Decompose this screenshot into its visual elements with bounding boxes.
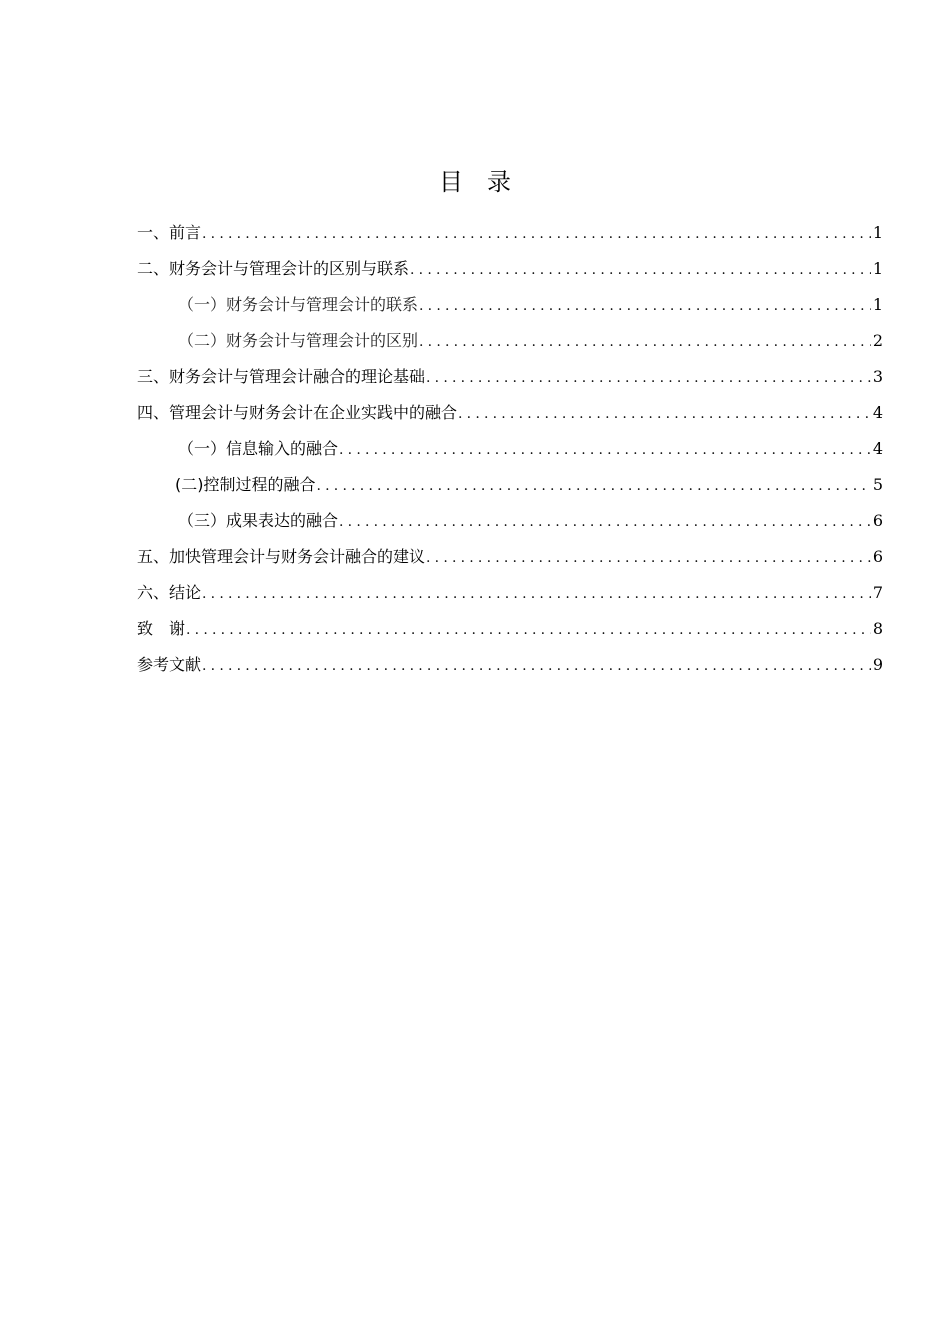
toc-leader-dots — [317, 472, 871, 500]
toc-leader-dots — [339, 436, 871, 464]
toc-entry-label: （一）财务会计与管理会计的联系 — [178, 295, 419, 314]
toc-entry-control-process[interactable] — [137, 471, 883, 507]
toc-entry-page: 6 — [872, 511, 883, 530]
toc-entry-page: 1 — [872, 223, 883, 242]
toc-entry-label: （一）信息输入的融合 — [178, 439, 339, 458]
toc-entry-page: 1 — [872, 259, 883, 278]
toc-leader-dots — [339, 508, 871, 536]
toc-entry-label: （三）成果表达的融合 — [178, 511, 339, 530]
toc-leader-dots — [419, 328, 871, 356]
toc-entry-difference-and-connection[interactable] — [137, 255, 883, 291]
toc-entry-label: 四、管理会计与财务会计在企业实践中的融合 — [137, 403, 458, 422]
toc-title: 目 录 — [439, 168, 511, 196]
toc-entry-label: (二)控制过程的融合 — [175, 475, 316, 494]
toc-leader-dots — [202, 652, 871, 680]
toc-leader-dots — [202, 580, 871, 608]
toc-entry-page: 4 — [872, 403, 883, 422]
toc-leader-dots — [426, 544, 871, 572]
toc-entry-label: 参考文献 — [137, 655, 202, 674]
toc-entry-result-expression[interactable] — [137, 507, 883, 543]
toc-entry-preface[interactable] — [137, 219, 883, 255]
toc-entry-difference[interactable] — [137, 327, 883, 363]
toc-entry-page: 6 — [872, 547, 883, 566]
toc-entry-page: 8 — [872, 619, 883, 638]
toc-entry-label: （二）财务会计与管理会计的区别 — [178, 331, 419, 350]
toc-entry-references[interactable] — [137, 651, 883, 687]
toc-leader-dots — [458, 400, 871, 428]
toc-entry-information-input[interactable] — [137, 435, 883, 471]
toc-entry-page: 2 — [872, 331, 883, 350]
toc-entry-label: 一、前言 — [137, 223, 202, 242]
toc-entry-page: 4 — [872, 439, 883, 458]
toc-leader-dots — [419, 292, 871, 320]
toc-leader-dots — [186, 616, 871, 644]
toc-leader-dots — [410, 256, 871, 284]
toc-entry-label: 五、加快管理会计与财务会计融合的建议 — [137, 547, 426, 566]
toc-entry-label: 三、财务会计与管理会计融合的理论基础 — [137, 367, 426, 386]
toc-entry-page: 7 — [872, 583, 883, 602]
toc-entry-label: 六、结论 — [137, 583, 202, 602]
toc-entry-practice[interactable] — [137, 399, 883, 435]
toc-entry-page: 9 — [872, 655, 883, 674]
toc-entry-suggestions[interactable] — [137, 543, 883, 579]
toc-entry-label: 致 谢 — [137, 619, 186, 638]
table-of-contents — [137, 219, 883, 687]
toc-leader-dots — [426, 364, 871, 392]
toc-entry-connection[interactable] — [137, 291, 883, 327]
toc-entry-conclusion[interactable] — [137, 579, 883, 615]
toc-entry-page: 1 — [872, 295, 883, 314]
toc-entry-page: 5 — [872, 475, 883, 494]
toc-entry-label: 二、财务会计与管理会计的区别与联系 — [137, 259, 410, 278]
toc-entry-acknowledgements[interactable] — [137, 615, 883, 651]
toc-leader-dots — [202, 220, 871, 248]
toc-entry-theory[interactable] — [137, 363, 883, 399]
toc-entry-page: 3 — [872, 367, 883, 386]
